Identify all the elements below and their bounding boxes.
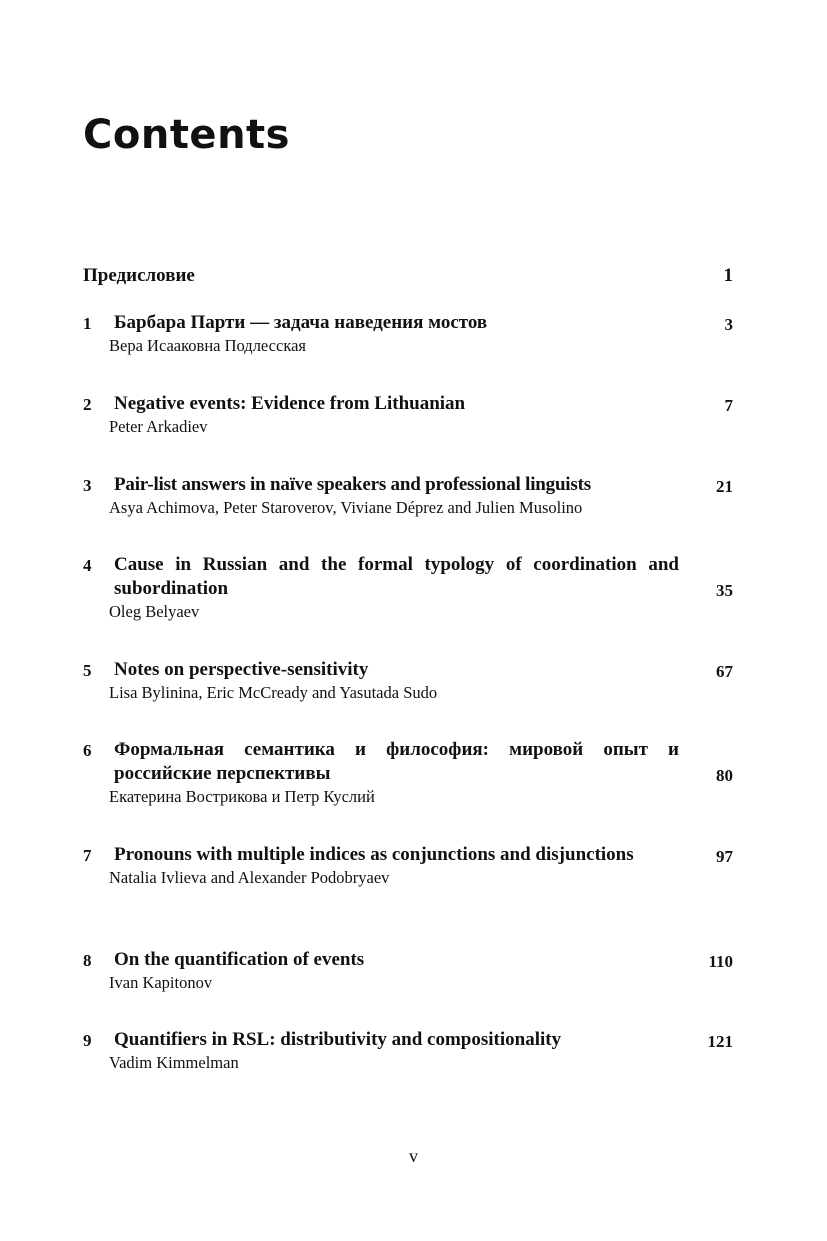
page-title: Contents bbox=[83, 112, 290, 158]
chapter-authors: Oleg Belyaev bbox=[109, 602, 200, 621]
chapter-page: 67 bbox=[716, 662, 733, 681]
preface-title: Предисловие bbox=[83, 265, 195, 286]
toc-entry[interactable] bbox=[83, 553, 733, 623]
chapter-title: Pronouns with multiple indices as conjunctions and disjunctions bbox=[114, 844, 634, 865]
chapter-page: 7 bbox=[724, 396, 733, 415]
toc-entry[interactable] bbox=[83, 311, 733, 357]
chapter-title: Negative events: Evidence from Lithuanian bbox=[114, 393, 466, 414]
chapter-number: 2 bbox=[83, 395, 92, 414]
chapter-authors: Vadim Kimmelman bbox=[109, 1053, 239, 1072]
chapter-number: 6 bbox=[83, 741, 92, 760]
toc-entry[interactable] bbox=[83, 658, 733, 704]
chapter-authors: Вера Исааковна Подлесская bbox=[109, 336, 306, 355]
chapter-title: Формальная семантика и философия: мировой опыт и российские перспективы bbox=[114, 739, 679, 784]
chapter-authors: Natalia Ivlieva and Alexander Podobryaev bbox=[109, 868, 390, 887]
toc-entry[interactable] bbox=[83, 843, 733, 889]
chapter-page: 3 bbox=[724, 315, 733, 334]
toc-preface[interactable] bbox=[83, 265, 733, 287]
chapter-page: 80 bbox=[716, 766, 733, 785]
toc-entry[interactable] bbox=[83, 392, 733, 438]
chapter-page: 110 bbox=[708, 952, 733, 971]
chapter-authors: Peter Arkadiev bbox=[109, 417, 208, 436]
chapter-authors: Lisa Bylinina, Eric McCready and Yasutada Sudo bbox=[109, 683, 438, 702]
chapter-page: 35 bbox=[716, 581, 733, 600]
chapter-page: 97 bbox=[716, 847, 733, 866]
chapter-page: 21 bbox=[716, 477, 733, 496]
chapter-number: 9 bbox=[83, 1031, 92, 1050]
chapter-number: 8 bbox=[83, 951, 92, 970]
chapter-title: Cause in Russian and the formal typology of coordination and subordination bbox=[114, 554, 679, 599]
toc-entry[interactable] bbox=[83, 948, 733, 994]
chapter-number: 3 bbox=[83, 476, 92, 495]
chapter-title: Pair-list answers in naïve speakers and professional linguists bbox=[114, 474, 591, 495]
chapter-number: 4 bbox=[83, 556, 92, 575]
chapter-title: On the quantification of events bbox=[114, 949, 365, 970]
chapter-page: 121 bbox=[707, 1032, 733, 1051]
chapter-authors: Ivan Kapitonov bbox=[109, 973, 213, 992]
chapter-number: 1 bbox=[83, 314, 92, 333]
chapter-number: 7 bbox=[83, 846, 92, 865]
toc-entry[interactable] bbox=[83, 1028, 733, 1074]
toc-entry[interactable] bbox=[83, 473, 733, 519]
chapter-title: Notes on perspective-sensitivity bbox=[114, 659, 369, 680]
toc-entry[interactable] bbox=[83, 738, 733, 808]
chapter-authors: Asya Achimova, Peter Staroverov, Viviane Déprez and Julien Musolino bbox=[109, 498, 583, 517]
chapter-number: 5 bbox=[83, 661, 92, 680]
chapter-title: Барбара Парти — задача наведения мостов bbox=[114, 312, 488, 333]
page-number: v bbox=[409, 1146, 418, 1166]
chapter-title: Quantifiers in RSL: distributivity and compositionality bbox=[114, 1029, 562, 1050]
chapter-authors: Екатерина Вострикова и Петр Куслий bbox=[109, 787, 375, 806]
preface-page: 1 bbox=[723, 265, 733, 286]
